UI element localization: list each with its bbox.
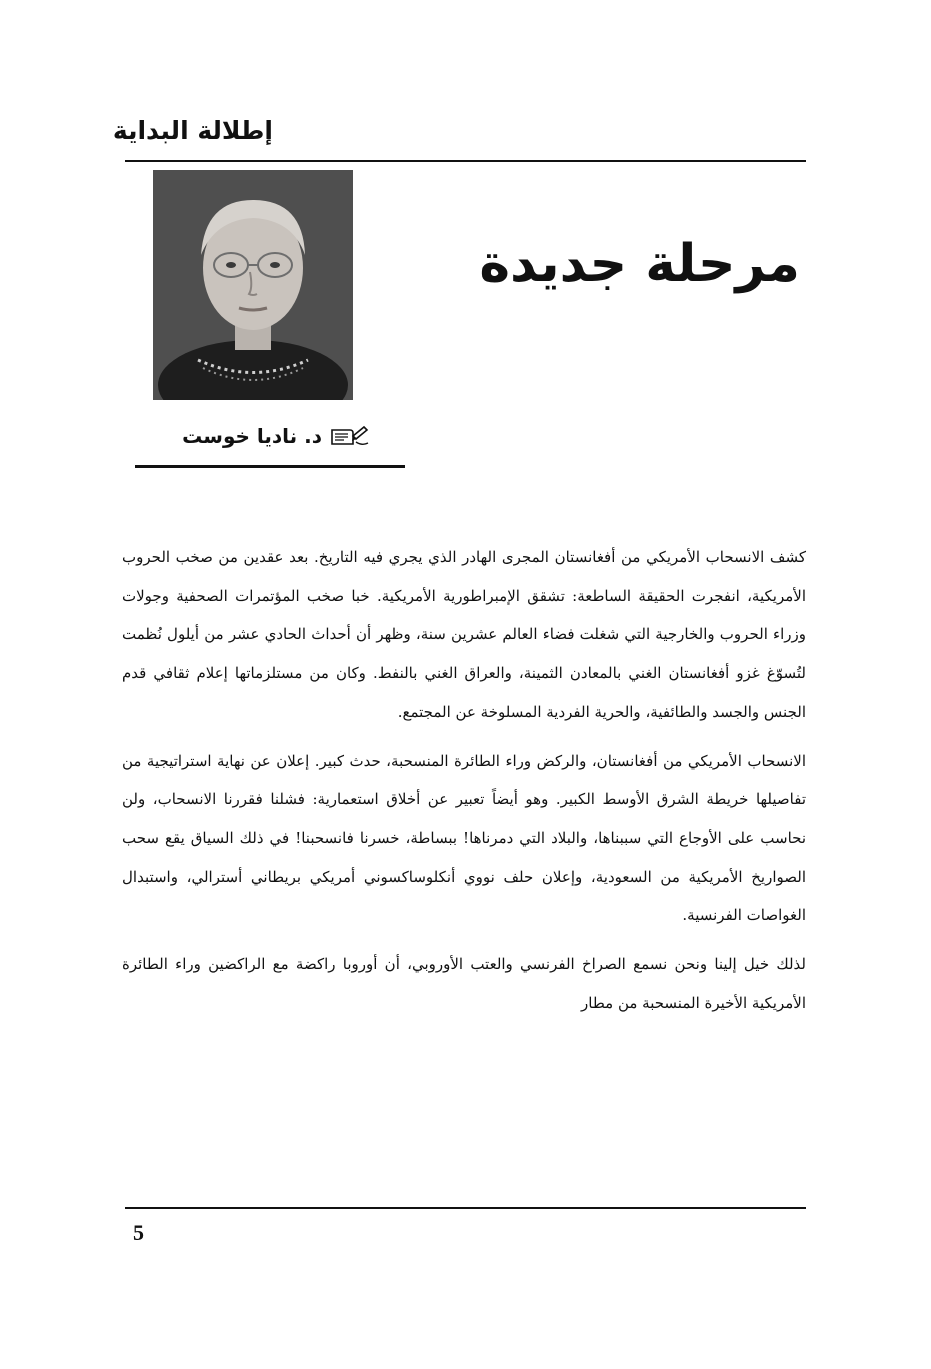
paragraph-3: لذلك خيل إلينا ونحن نسمع الصراخ الفرنسي والعتب الأوروبي، أن أوروبا راكضة مع الراكضين وراء الطائرة الأمريكية الأخيرة المنسحبة من مطار <box>122 955 806 1012</box>
portrait-image <box>153 170 353 400</box>
paragraph-1: كشف الانسحاب الأمريكي من أفغانستان المجرى الهادر الذي يجري فيه التاريخ. بعد عقدين من صخب الحروب الأمريكية، انفجرت الحقيقة الساطعة: تشقق الإمبراطورية الأمريكية. خبا صخب المؤتمرات الصحفية وجولات وزراء الحروب والخارجية التي شغلت فضاء العالم عشرين سنة، وظهر أن أحداث الحادي عشر من أيلول نُظمت لتُسوّغ غزو أفغانستان الغني بالمعادن الثمينة، والعراق الغني بالنفط. وكان من مستلزماتها إعلام ثقافي قدم الجنس والجسد والطائفية، والحرية الفردية المسلوخة عن المجتمع. <box>122 548 806 721</box>
section-label: إطلالة البداية <box>112 116 273 145</box>
paragraph-2: الانسحاب الأمريكي من أفغانستان، والركض وراء الطائرة المنسحبة، حدث كبير. إعلان عن نهاية استراتيجية من تفاصيلها خريطة الشرق الأوسط الكبير. وهو أيضاً تعبير عن أخلاق استعمارية: فشلنا فقررنا الانسحاب، ولن نحاسب على الأوجاع التي سببناها، والبلاد التي دمرناها! ببساطة، خسرنا فانسحبنا! في ذلك السياق يقع سحب الصواريخ الأمريكية من السعودية، وإعلان حلف نووي أنكلوساكسوني أمريكي بريطاني أسترالي، واستبدال الغواصات الفرنسية. <box>122 751 806 925</box>
footer-divider <box>125 1207 806 1209</box>
author-photo <box>153 170 353 400</box>
article-body <box>122 538 806 1032</box>
byline-divider <box>135 465 405 468</box>
article-title: مرحلة جديدة <box>479 234 800 294</box>
page-number: 5 <box>133 1220 144 1245</box>
pen-writing-icon <box>326 422 370 450</box>
author-name: د. ناديا خوست <box>182 424 322 448</box>
byline <box>170 420 370 452</box>
header-divider <box>125 160 806 162</box>
